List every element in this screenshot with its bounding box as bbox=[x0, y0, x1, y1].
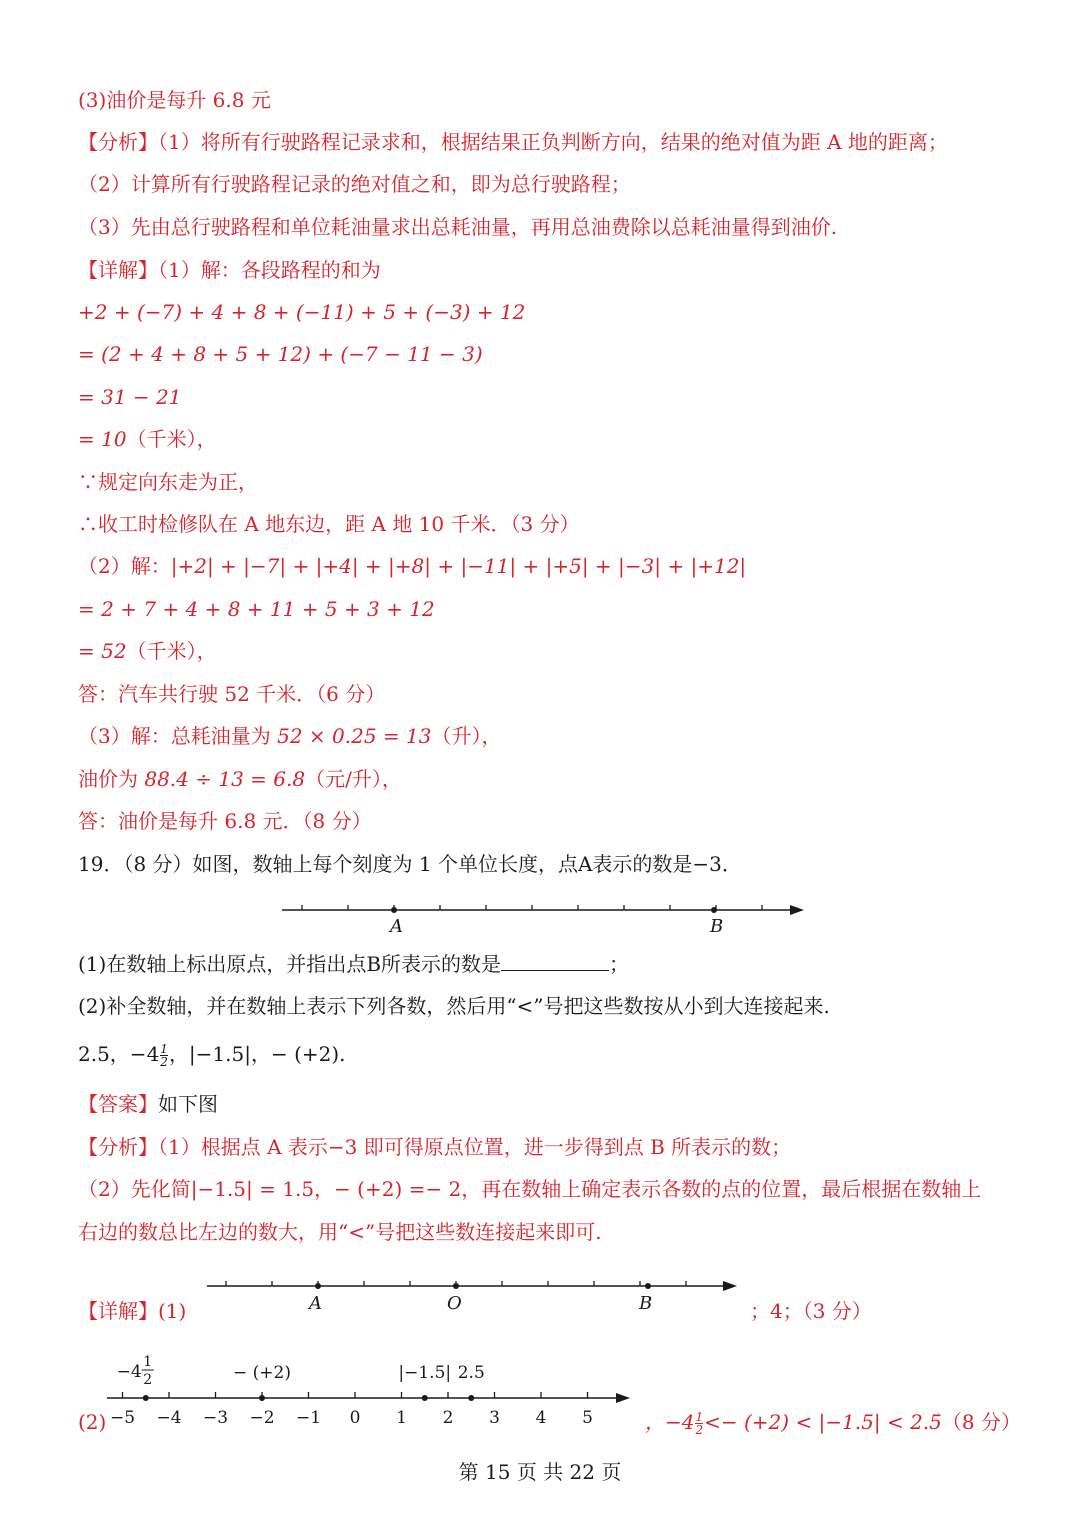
value-point bbox=[422, 1395, 428, 1401]
answer-text: 如下图 bbox=[158, 1092, 218, 1116]
number-list-a: 2.5，−4 bbox=[78, 1042, 160, 1066]
point-b-label: B bbox=[710, 916, 724, 937]
answer-tag: 【答案】 bbox=[78, 1092, 158, 1116]
order-chain: <− (+2) < |−1.5| < 2.5 bbox=[704, 1410, 942, 1434]
detail-text: （1）解：各段路程的和为 bbox=[158, 258, 381, 282]
analysis-line bbox=[78, 128, 948, 156]
price-line bbox=[78, 765, 402, 793]
conclusion-line-2: 答：汽车共行驶 52 千米．（6 分） bbox=[78, 682, 386, 706]
number-list-b: ，|−1.5|，− (+2). bbox=[168, 1042, 346, 1066]
analysis-19-tag: 【分析】 bbox=[78, 1135, 158, 1159]
analysis-line-2: （2）计算所有行驶路程记录的绝对值之和，即为总行驶路程； bbox=[78, 172, 631, 196]
conclusion-line-1: ∴收工时检修队在 A 地东边，距 A 地 10 千米．（3 分） bbox=[78, 512, 580, 536]
answer-blank[interactable] bbox=[501, 952, 609, 971]
abs-sum-expression: |+2| + |−7| + |+4| + |+8| + |−11| + |+5| + |−3| + |+12| bbox=[170, 554, 747, 578]
point-o-dot bbox=[453, 1283, 459, 1289]
number-line-values bbox=[105, 1346, 640, 1430]
analysis-text: （1）将所有行驶路程记录求和，根据结果正负判断方向，结果的绝对值为距 A 地的距离； bbox=[158, 130, 948, 154]
point-a-label: A bbox=[390, 916, 403, 937]
sum-result-unit: （千米）， bbox=[126, 427, 217, 451]
analysis-19-text: （1）根据点 A 表示−3 即可得原点位置，进一步得到点 B 所表示的数； bbox=[158, 1135, 792, 1159]
tick-label: −3 bbox=[202, 1408, 229, 1428]
point-b-dot bbox=[711, 907, 717, 913]
point-a-dot bbox=[391, 907, 397, 913]
analysis-19-line-2: （2）先化简|−1.5| = 1.5，− (+2) =− 2，再在数轴上确定表示各数的点的位置，最后根据在数轴上 bbox=[78, 1177, 982, 1201]
analysis-19-line bbox=[78, 1133, 791, 1161]
price-unit: （元/升）， bbox=[305, 767, 402, 791]
detail-tag: 【详解】 bbox=[78, 258, 158, 282]
point-b-dot bbox=[645, 1283, 651, 1289]
number-list bbox=[78, 1040, 346, 1068]
detail-19-2-tag: (2) bbox=[78, 1410, 107, 1434]
part-1-end: ； bbox=[609, 952, 630, 976]
question-19: 19．（8 分）如图，数轴上每个刻度为 1 个单位长度，点A表示的数是−3． bbox=[78, 852, 742, 876]
axis-arrow bbox=[790, 905, 804, 915]
abs-sum-result bbox=[78, 637, 217, 665]
tick-label: 2 bbox=[442, 1408, 454, 1428]
answer-line-3: (3)油价是每升 6.8 元 bbox=[78, 88, 271, 112]
sum-step-1: = (2 + 4 + 8 + 5 + 12) + (−7 − 11 − 3) bbox=[78, 342, 483, 366]
tick-label: −4 bbox=[156, 1408, 182, 1428]
sum-result-value: = 10 bbox=[78, 427, 127, 451]
fuel-unit: （升）， bbox=[431, 724, 502, 748]
detail-19-2-answer bbox=[645, 1408, 1021, 1436]
value-label-den: 2 bbox=[143, 1372, 153, 1388]
point-a-dot bbox=[315, 1283, 321, 1289]
value-point bbox=[468, 1395, 474, 1401]
abs-sum-unit: （千米）， bbox=[126, 639, 217, 663]
fuel-line bbox=[78, 722, 501, 750]
abs-sum-prefix: （2）解： bbox=[78, 554, 171, 578]
analysis-19-line-3: 右边的数总比左边的数大，用“<”号把这些数连接起来即可. bbox=[78, 1220, 602, 1244]
question-19-part-1 bbox=[78, 950, 629, 978]
value-label: |−1.5| bbox=[398, 1363, 452, 1383]
detail-19-1-tag: 【详解】(1) bbox=[78, 1299, 187, 1323]
answer-line bbox=[78, 1090, 218, 1118]
fuel-prefix: （3）解：总耗油量为 bbox=[78, 724, 278, 748]
tick-label: 3 bbox=[489, 1408, 500, 1428]
fuel-expression: 52 × 0.25 = 13 bbox=[277, 724, 432, 748]
abs-sum-value: = 52 bbox=[78, 639, 127, 663]
tick-label: −2 bbox=[249, 1408, 275, 1428]
part-1-text: (1)在数轴上标出原点，并指出点B所表示的数是 bbox=[78, 952, 502, 976]
sum-result bbox=[78, 425, 217, 453]
value-label: − (+2) bbox=[233, 1363, 291, 1383]
tick-label: 4 bbox=[535, 1408, 547, 1428]
axis-arrow bbox=[723, 1281, 737, 1291]
sum-expression: +2 + (−7) + 4 + 8 + (−11) + 5 + (−3) + 12 bbox=[78, 300, 526, 324]
number-line-origin bbox=[205, 1274, 750, 1318]
point-b-label: B bbox=[639, 1293, 653, 1314]
value-label-num: 1 bbox=[143, 1354, 153, 1370]
value-label: −4 bbox=[116, 1362, 142, 1382]
question-19-part-2: (2)补全数轴，并在数轴上表示下列各数，然后用“<”号把这些数按从小到大连接起来. bbox=[78, 994, 830, 1018]
number-line-question bbox=[280, 896, 810, 940]
order-fraction: $\frac{1}{2}$ bbox=[695, 1410, 704, 1437]
detail-19-1-answer: ；4；（3 分） bbox=[750, 1299, 872, 1323]
axis-arrow bbox=[616, 1393, 630, 1403]
detail-line bbox=[78, 256, 381, 284]
value-label: 2.5 bbox=[457, 1363, 485, 1383]
tick-label: −1 bbox=[295, 1408, 322, 1428]
price-prefix: 油价为 bbox=[78, 767, 145, 791]
reason-line: ∵规定向东走为正， bbox=[78, 470, 258, 494]
value-point bbox=[259, 1395, 265, 1401]
tick-label: 5 bbox=[582, 1408, 593, 1428]
point-a-label: A bbox=[309, 1293, 322, 1314]
order-score: （8 分） bbox=[941, 1410, 1021, 1434]
point-o-label: O bbox=[447, 1293, 462, 1314]
fraction-half: $\frac{1}{2}$ bbox=[160, 1042, 168, 1069]
conclusion-line-3: 答：油价是每升 6.8 元．（8 分） bbox=[78, 809, 372, 833]
value-point bbox=[143, 1395, 149, 1401]
analysis-line-3: （3）先由总行驶路程和单位耗油量求出总耗油量，再用总油费除以总耗油量得到油价. bbox=[78, 215, 838, 239]
tick-label: 1 bbox=[396, 1408, 407, 1428]
order-start: ，−4 bbox=[645, 1410, 695, 1434]
abs-sum-step: = 2 + 7 + 4 + 8 + 11 + 5 + 3 + 12 bbox=[78, 597, 435, 621]
page-footer: 第 15 页 共 22 页 bbox=[458, 1460, 622, 1484]
tick-label: −5 bbox=[109, 1408, 136, 1428]
tick-label: 0 bbox=[349, 1408, 361, 1428]
price-expression: 88.4 ÷ 13 = 6.8 bbox=[144, 767, 306, 791]
abs-sum-line bbox=[78, 552, 746, 580]
analysis-tag: 【分析】 bbox=[78, 130, 158, 154]
sum-step-2: = 31 − 21 bbox=[78, 385, 182, 409]
